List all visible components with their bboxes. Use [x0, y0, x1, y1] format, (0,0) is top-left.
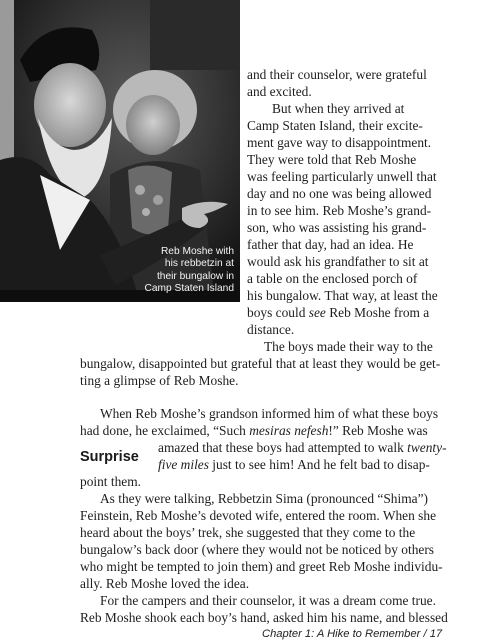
body-text: Reb Moshe from a	[325, 305, 430, 320]
body-text: boys could	[247, 305, 309, 320]
photo-caption	[138, 246, 234, 296]
page-number: 17	[429, 628, 443, 640]
body-line: distance.	[247, 322, 295, 337]
body-line: heard about the boys’ trek, she suggested that they come to the	[80, 525, 416, 540]
body-line: When Reb Moshe’s grandson informed him of what these boys	[100, 406, 439, 421]
body-line: Feinstein, Reb Moshe’s devoted wife, entered the room. When she	[80, 508, 437, 523]
body-line: The boys made their way to the	[264, 339, 433, 354]
photo-reb-moshe-and-rebbetzin	[0, 0, 240, 302]
body-line: For the campers and their counselor, it was a dream come true.	[100, 593, 436, 608]
body-line: They were told that Reb Moshe	[247, 152, 417, 167]
body-line	[80, 422, 428, 439]
body-line: Camp Staten Island, their excite-	[247, 118, 423, 133]
body-line: day and no one was being allowed	[247, 186, 432, 201]
caption-line: Reb Moshe with	[160, 245, 234, 257]
body-line: ting a glimpse of Reb Moshe.	[80, 373, 239, 388]
footer-separator: /	[420, 628, 430, 640]
body-line: and their counselor, were grateful	[247, 67, 427, 82]
body-line: point them.	[80, 474, 141, 489]
body-line: son, who was assisting his grand-	[247, 220, 427, 235]
emphasis-text: see	[308, 305, 326, 320]
chapter-title: Chapter 1: A Hike to Remember	[262, 628, 421, 640]
emphasis-text: five miles	[158, 457, 209, 472]
body-line: a table on the enclosed porch of	[247, 271, 418, 286]
emphasis-text: mesiras nefesh	[249, 423, 329, 438]
body-line: ment gave way to disappointment.	[247, 135, 432, 150]
section-subhead: Surprise	[80, 449, 139, 465]
page-footer	[262, 628, 443, 640]
caption-line: his rebbetzin at	[164, 258, 234, 270]
body-line: and excited.	[247, 84, 312, 99]
body-line: who might be tempted to join them) and greet Reb Moshe individu-	[80, 559, 443, 574]
body-text: just to see him! And he felt bad to disap-	[208, 457, 430, 472]
body-line: ally. Reb Moshe loved the idea.	[80, 576, 250, 591]
body-line: Reb Moshe shook each boy’s hand, asked him his name, and blessed	[80, 610, 448, 625]
body-line: But when they arrived at	[272, 101, 405, 116]
body-line	[158, 456, 430, 473]
body-line: in to see him. Reb Moshe’s grand-	[247, 203, 432, 218]
body-line: bungalow’s back door (where they would not be noticed by others	[80, 542, 435, 557]
body-line: father that day, had an idea. He	[247, 237, 414, 252]
caption-line: Camp Staten Island	[144, 283, 234, 295]
emphasis-text: twenty-	[407, 440, 447, 455]
caption-line: their bungalow in	[156, 270, 234, 282]
body-line: his bungalow. That way, at least the	[247, 288, 438, 303]
body-line	[247, 304, 430, 321]
body-line	[158, 439, 447, 456]
body-line: would ask his grandfather to sit at	[247, 254, 429, 269]
body-line: As they were talking, Rebbetzin Sima (pronounced “Shima”)	[100, 491, 428, 506]
body-text: had done, he exclaimed, “Such	[80, 423, 250, 438]
body-line: bungalow, disappointed but grateful that at least they would be get-	[80, 356, 441, 371]
body-text: !” Reb Moshe was	[328, 423, 428, 438]
body-line: was feeling particularly unwell that	[247, 169, 437, 184]
body-text: amazed that these boys had attempted to walk	[158, 440, 408, 455]
